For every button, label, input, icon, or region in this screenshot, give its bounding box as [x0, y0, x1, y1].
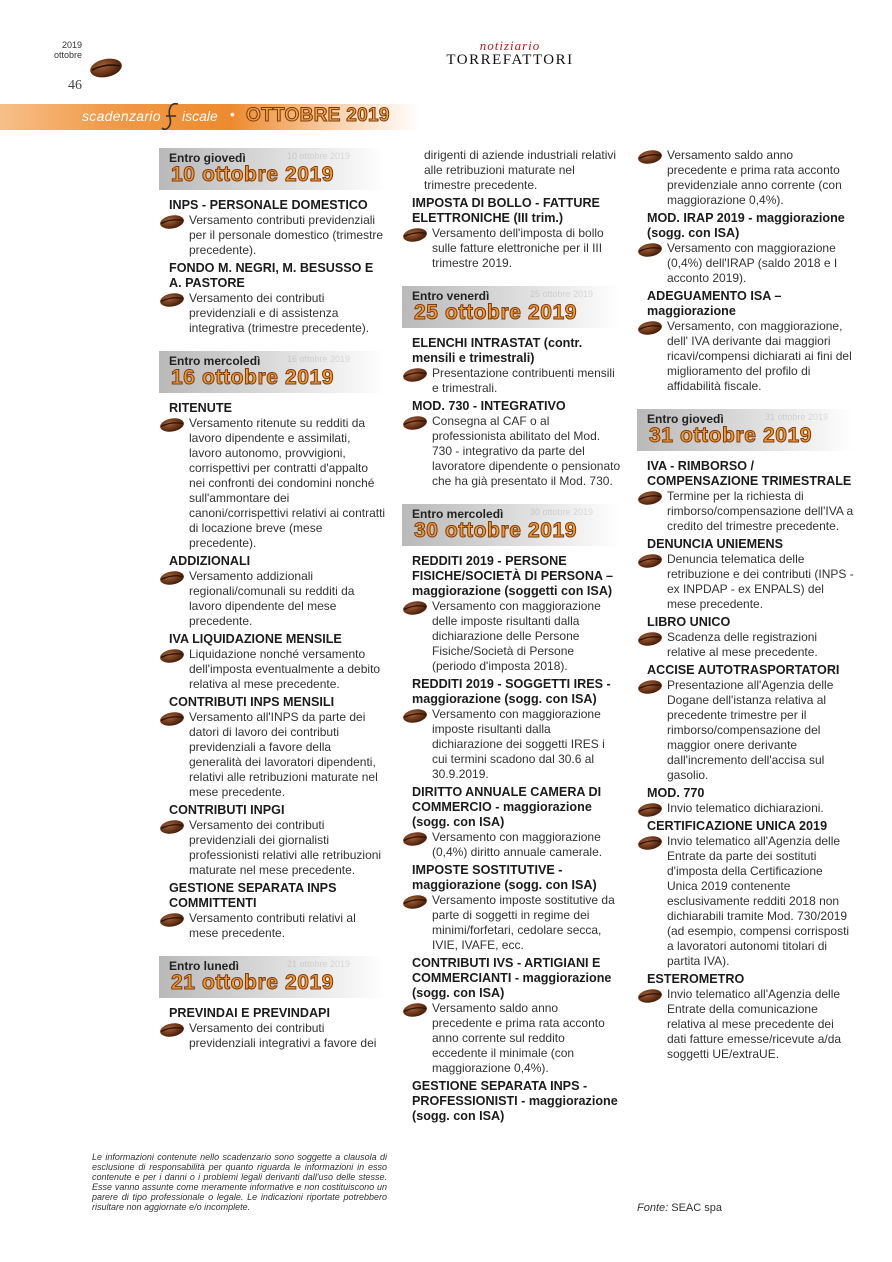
deadline-description — [637, 552, 854, 612]
deadline-text: Presentazione all'Agenzia delle Dogane dell'istanza relativa al precedente trimestre per il rimborso/compensazione del maggior onere derivante dall'incremento dell'accisa sul gasolio. — [667, 678, 834, 782]
deadline-heading: REDDITI 2019 - PERSONE FISICHE/SOCIETÀ DI PERSONA – maggiorazione (soggetti con ISA) — [412, 554, 614, 598]
deadline-text: Versamento contributi previdenziali per il personale domestico (trimestre precedente). — [189, 213, 384, 257]
coffee-bean-icon — [159, 1022, 185, 1038]
section-banner — [0, 104, 420, 130]
deadline-heading: ACCISE AUTOTRASPORTATORI — [647, 663, 840, 677]
date-label: Entro mercoledì — [169, 354, 261, 368]
date-value: 31 ottobre 2019 — [649, 424, 813, 447]
deadline-text: Versamento con maggiorazione (0,4%) diritto annuale camerale. — [432, 830, 603, 859]
deadline-heading: CERTIFICAZIONE UNICA 2019 — [647, 819, 828, 833]
date-value: 25 ottobre 2019 — [414, 301, 578, 324]
deadline-heading: LIBRO UNICO — [647, 615, 731, 629]
deadline-item — [637, 289, 854, 394]
banner-label-part2: iscale — [182, 108, 218, 124]
coffee-bean-icon — [637, 802, 663, 818]
deadline-description — [159, 911, 386, 941]
deadline-heading: INPS - PERSONALE DOMESTICO — [169, 198, 368, 212]
deadline-description — [402, 707, 621, 782]
masthead — [430, 40, 590, 68]
date-label: Entro giovedì — [647, 412, 724, 426]
coffee-bean-icon — [159, 214, 185, 230]
deadline-heading: ADDIZIONALI — [169, 554, 251, 568]
deadline-description — [402, 226, 621, 271]
deadline-text: Consegna al CAF o al professionista abilitato del Mod. 730 - integrativo da parte del lavoratore dipendente o pensionato che ha già presentato il Mod. 730. — [432, 414, 621, 488]
coffee-bean-icon — [637, 679, 663, 695]
deadline-description — [402, 893, 621, 953]
date-block — [402, 286, 621, 328]
deadline-heading: ADEGUAMENTO ISA – maggiorazione — [647, 289, 782, 318]
coffee-bean-icon — [637, 553, 663, 569]
deadline-text: Versamento, con maggiorazione, dell' IVA derivante dai maggiori ricavi/compensi dichiarati ai fini del miglioramento del profilo di affidabilità fiscale. — [667, 319, 852, 393]
deadline-item — [637, 615, 854, 660]
deadline-item — [402, 956, 621, 1076]
deadline-heading: MOD. 730 - INTEGRATIVO — [412, 399, 566, 413]
deadline-text: Termine per la richiesta di rimborso/compensazione dell'IVA a credito del trimestre precedente. — [667, 489, 854, 533]
deadline-text: Versamento saldo anno precedente e prima rata acconto previdenziale anno corrente (con maggiorazione 0,4%). — [667, 148, 842, 207]
coffee-bean-icon — [159, 912, 185, 928]
deadline-list — [159, 1006, 386, 1051]
deadline-heading: DIRITTO ANNUALE CAMERA DI COMMERCIO - maggiorazione (sogg. con ISA) — [412, 785, 602, 829]
deadline-heading: MOD. 770 — [647, 786, 705, 800]
coffee-bean-icon — [402, 600, 428, 616]
deadline-item — [402, 148, 621, 193]
deadline-item — [637, 663, 854, 783]
deadline-item — [637, 459, 854, 534]
deadline-description — [159, 818, 386, 878]
date-value: 30 ottobre 2019 — [414, 519, 578, 542]
deadline-description — [637, 630, 854, 660]
deadline-text: Liquidazione nonché versamento dell'imposta eventualmente a debito relativa al mese precedente. — [189, 647, 381, 691]
deadline-heading: DENUNCIA UNIEMENS — [647, 537, 783, 551]
coffee-bean-icon — [402, 227, 428, 243]
date-ghost: 25 ottobre 2019 — [530, 289, 594, 299]
date-block — [159, 148, 386, 190]
date-value: 21 ottobre 2019 — [171, 971, 335, 994]
date-label: Entro venerdì — [412, 289, 490, 303]
deadline-heading: ESTEROMETRO — [647, 972, 745, 986]
deadline-description — [637, 987, 854, 1062]
banner-title: OTTOBRE 2019 — [246, 105, 390, 126]
deadline-description — [159, 569, 386, 629]
coffee-bean-icon — [637, 835, 663, 851]
deadline-list — [402, 336, 621, 489]
deadline-item — [402, 863, 621, 953]
coffee-bean-icon — [88, 56, 124, 80]
deadline-heading: IMPOSTE SOSTITUTIVE - maggiorazione (sogg. con ISA) — [412, 863, 597, 892]
deadline-item — [159, 632, 386, 692]
date-value: 16 ottobre 2019 — [171, 366, 335, 389]
deadline-item — [402, 785, 621, 860]
deadline-heading: IMPOSTA DI BOLLO - FATTURE ELETTRONICHE (III trim.) — [412, 196, 600, 225]
deadline-description — [637, 319, 854, 394]
banner-label-part1: scadenzario — [82, 108, 161, 124]
masthead-line1: notiziario — [479, 38, 541, 53]
deadline-description — [637, 801, 854, 816]
deadline-text: Versamento dell'imposta di bollo sulle fatture elettroniche per il III trimestre 2019. — [432, 226, 604, 270]
coffee-bean-icon — [159, 570, 185, 586]
deadline-text: Versamento imposte sostitutive da parte di soggetti in regime dei minimi/forfetari, cedolare secca, IVIE, IVAFE, ecc. — [432, 893, 615, 952]
deadline-description — [637, 834, 854, 969]
deadline-item — [637, 786, 854, 816]
deadline-item — [402, 554, 621, 674]
coffee-bean-icon — [637, 242, 663, 258]
deadline-list — [402, 196, 621, 271]
deadline-description — [402, 599, 621, 674]
deadline-text: Invio telematico dichiarazioni. — [667, 801, 824, 815]
deadline-text: Versamento contributi relativi al mese precedente. — [189, 911, 356, 940]
deadline-item — [402, 336, 621, 396]
deadline-text: Versamento con maggiorazione delle imposte risultanti dalla dichiarazione delle Persone Fisiche/Società di Persone (periodo d'imposta 2018). — [432, 599, 601, 673]
deadline-item — [159, 881, 386, 941]
deadline-item — [637, 148, 854, 208]
deadline-list — [402, 554, 621, 1124]
coffee-bean-icon — [159, 711, 185, 727]
deadline-description — [159, 710, 386, 800]
deadline-text: Denuncia telematica delle retribuzione e dei contributi (INPS - ex INPDAP - ex ENPALS) del mese precedente. — [667, 552, 854, 611]
deadline-item — [159, 198, 386, 258]
coffee-bean-icon — [402, 894, 428, 910]
deadline-heading: CONTRIBUTI INPGI — [169, 803, 285, 817]
deadline-text: Scadenza delle registrazioni relative al mese precedente. — [667, 630, 818, 659]
date-label: Entro mercoledì — [412, 507, 504, 521]
deadline-text: Versamento dei contributi previdenziali integrativi a favore dei — [189, 1021, 377, 1050]
deadline-list — [159, 198, 386, 336]
coffee-bean-icon — [637, 149, 663, 165]
deadline-heading: MOD. IRAP 2019 - maggiorazione (sogg. con ISA) — [647, 211, 845, 240]
deadline-text: Versamento saldo anno precedente e prima rata acconto anno corrente sul reddito eccedente il minimale (con maggiorazione 0,4%). — [432, 1001, 605, 1075]
deadline-text: Versamento dei contributi previdenziali e di assistenza integrativa (trimestre precedente). — [189, 291, 370, 335]
deadline-item — [637, 972, 854, 1062]
deadline-list — [159, 401, 386, 941]
deadline-text: Versamento all'INPS da parte dei datori di lavoro dei contributi previdenziali a favore della generalità dei lavoratori dipendenti, relativi alle retribuzioni maturate nel mese precedente. — [189, 710, 378, 799]
deadline-text: Invio telematico all'Agenzia delle Entrate della comunicazione relativa al mese precedente dei dati fatture emesse/ricevute a/da soggetti UE/extraUE. — [667, 987, 842, 1061]
deadline-description — [637, 678, 854, 783]
deadline-heading: GESTIONE SEPARATA INPS COMMITTENTI — [169, 881, 337, 910]
deadline-item — [159, 554, 386, 629]
date-ghost: 30 ottobre 2019 — [530, 507, 594, 517]
deadline-heading: CONTRIBUTI IVS - ARTIGIANI E COMMERCIANTI - maggiorazione (sogg. con ISA) — [412, 956, 612, 1000]
deadline-text: Invio telematico all'Agenzia delle Entrate da parte dei sostituti d'imposta della Certificazione Unica 2019 contenente esclusivamente redditi 2018 non dichiarabili tramite Mod. 730/2019 (ad esempio, compensi corrisposti a lavoratori autonomi titolari di partita IVA). — [667, 834, 850, 968]
deadline-item — [637, 211, 854, 286]
continued-text: dirigenti di aziende industriali relativi alle retribuzioni maturate nel trimestre precedente. — [424, 148, 617, 192]
deadline-item — [159, 261, 386, 336]
deadline-description — [402, 414, 621, 489]
calligraphic-f-icon — [160, 100, 184, 134]
coffee-bean-icon — [402, 367, 428, 383]
deadline-text: Versamento addizionali regionali/comunali su redditi da lavoro dipendente del mese precedente. — [189, 569, 355, 628]
deadline-text: Versamento con maggiorazione imposte risultanti dalla dichiarazione dei soggetti IRES i cui termini scadono dal 30.6 al 30.9.2019. — [432, 707, 605, 781]
deadline-text: Versamento ritenute su redditi da lavoro dipendente e assimilati, lavoro autonomo, provvigioni, corrispettivi per contratti d'appalto nei confronti dei condomini nonché sull'ammontare dei canoni/corrispettivi relativi ai contratti di locazione breve (mese precedente). — [189, 416, 386, 550]
deadline-heading: CONTRIBUTI INPS MENSILI — [169, 695, 335, 709]
page-corner — [40, 40, 130, 92]
column-2 — [402, 148, 621, 1127]
deadline-description — [159, 647, 386, 692]
column-1 — [159, 148, 386, 1054]
date-label: Entro lunedì — [169, 959, 239, 973]
deadline-heading: PREVINDAI E PREVINDAPI — [169, 1006, 330, 1020]
coffee-bean-icon — [637, 988, 663, 1004]
corner-month: ottobre — [54, 50, 83, 60]
date-ghost: 31 ottobre 2019 — [765, 412, 829, 422]
deadline-text: Presentazione contribuenti mensili e trimestrali. — [432, 366, 615, 395]
coffee-bean-icon — [159, 417, 185, 433]
deadline-text: Versamento dei contributi previdenziali dei giornalisti professionisti relativi alle retribuzioni maturate nel mese precedente. — [189, 818, 382, 877]
deadline-description — [159, 213, 386, 258]
deadline-description — [159, 1021, 386, 1051]
deadline-item — [159, 401, 386, 551]
deadline-item — [159, 695, 386, 800]
deadline-description — [637, 148, 854, 208]
column-3 — [637, 148, 854, 1065]
deadline-item — [637, 819, 854, 969]
coffee-bean-icon — [159, 648, 185, 664]
date-block — [159, 351, 386, 393]
corner-year: 2019 — [62, 40, 83, 50]
deadline-description — [159, 416, 386, 551]
coffee-bean-icon — [402, 1002, 428, 1018]
banner-bullet: • — [230, 106, 235, 122]
deadline-description — [159, 291, 386, 336]
date-block — [402, 504, 621, 546]
deadline-description — [402, 830, 621, 860]
deadline-description — [402, 1001, 621, 1076]
source-credit — [637, 1202, 722, 1214]
deadline-list — [637, 148, 854, 394]
deadline-item — [402, 1079, 621, 1124]
deadline-description — [637, 489, 854, 534]
deadline-item — [159, 1006, 386, 1051]
deadline-item — [637, 537, 854, 612]
source-value: SEAC spa — [671, 1202, 722, 1214]
date-ghost: 16 ottobre 2019 — [287, 354, 351, 364]
masthead-line2: TORREFATTORI — [446, 52, 574, 68]
date-block — [637, 409, 854, 451]
disclaimer: Le informazioni contenute nello scadenzario sono soggette a clausola di esclusione di responsabilità per quanto riguarda le informazioni in esso contenute e per i danni o i problemi legali derivanti dall'uso delle stesse. Esse vanno assunte come meramente informative e non costituiscono un parere di tipo professionale o legale. Le indicazioni riportate potrebbero risultare non aggiornate e/o incomplete. — [92, 1152, 387, 1212]
coffee-bean-icon — [402, 415, 428, 431]
deadline-item — [402, 399, 621, 489]
deadline-heading: RITENUTE — [169, 401, 232, 415]
date-label: Entro giovedì — [169, 151, 246, 165]
coffee-bean-icon — [402, 831, 428, 847]
deadline-heading: IVA LIQUIDAZIONE MENSILE — [169, 632, 342, 646]
coffee-bean-icon — [637, 490, 663, 506]
deadline-item — [402, 677, 621, 782]
deadline-heading: GESTIONE SEPARATA INPS - PROFESSIONISTI - maggiorazione (sogg. con ISA) — [412, 1079, 618, 1123]
page-number: 46 — [68, 78, 82, 93]
date-block — [159, 956, 386, 998]
deadline-description — [637, 241, 854, 286]
source-label: Fonte: — [637, 1202, 669, 1214]
deadline-heading: REDDITI 2019 - SOGGETTI IRES - maggiorazione (sogg. con ISA) — [412, 677, 611, 706]
coffee-bean-icon — [637, 631, 663, 647]
deadline-text: Versamento con maggiorazione (0,4%) dell'IRAP (saldo 2018 e I acconto 2019). — [667, 241, 838, 285]
coffee-bean-icon — [637, 320, 663, 336]
date-value: 10 ottobre 2019 — [171, 163, 335, 186]
deadline-item — [402, 196, 621, 271]
deadline-list — [637, 459, 854, 1062]
date-ghost: 21 ottobre 2019 — [287, 959, 351, 969]
deadline-item — [159, 803, 386, 878]
coffee-bean-icon — [159, 292, 185, 308]
date-ghost: 10 ottobre 2019 — [287, 151, 351, 161]
deadline-heading: FONDO M. NEGRI, M. BESUSSO E A. PASTORE — [169, 261, 374, 290]
coffee-bean-icon — [159, 819, 185, 835]
deadline-heading: ELENCHI INTRASTAT (contr. mensili e trimestrali) — [412, 336, 583, 365]
deadline-description — [402, 366, 621, 396]
coffee-bean-icon — [402, 708, 428, 724]
deadline-heading: IVA - RIMBORSO / COMPENSAZIONE TRIMESTRALE — [647, 459, 852, 488]
